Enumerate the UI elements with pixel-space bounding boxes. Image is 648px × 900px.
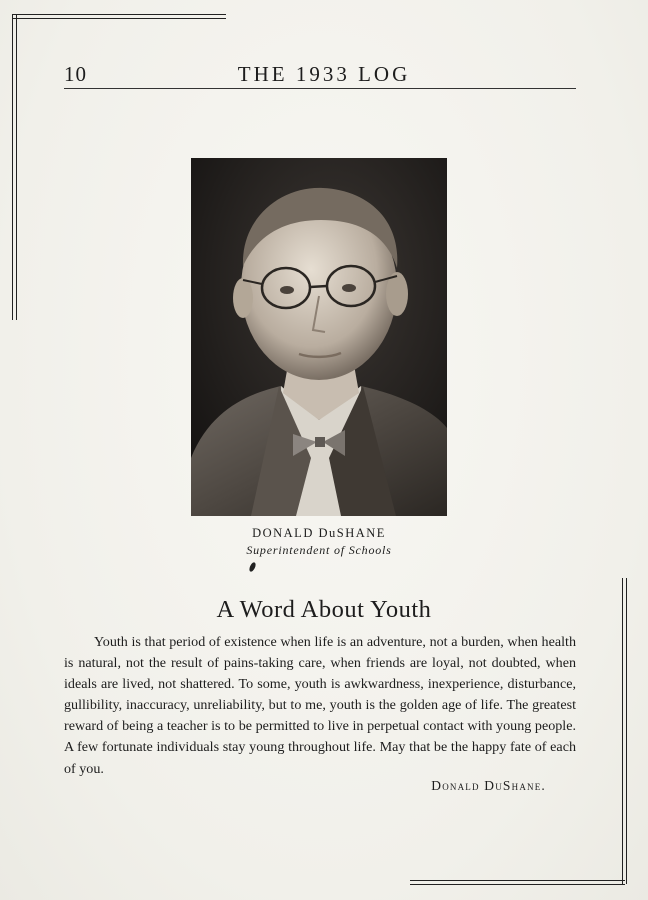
header-rule [64, 88, 576, 89]
portrait-caption-name: DONALD DuSHANE [252, 526, 386, 540]
page-number: 10 [64, 62, 87, 86]
article-heading: A Word About Youth [216, 596, 432, 623]
article-signature: Donald DuShane. [431, 778, 546, 793]
portrait-caption-title: Superintendent of Schools [246, 543, 392, 557]
corner-frame-right [622, 578, 627, 884]
portrait-photo [191, 158, 447, 516]
article-body: Youth is that period of existence when life is an adventure, not a burden, when health is natural, not the result of pains-taking care, when friends are loyal, not doubted, when ideals are lived, not shattered. To some, youth is awkwardness, inexperience, disturbance, gullibility, inaccuracy, unreliability, but to me, youth is the golden age of life. The greatest reward of being a teacher is to be permitted to live in perpetual contact with young people. A few fortunate individuals stay young throughout life. May that be the happy fate of each of you. [64, 634, 576, 777]
running-head: THE 1933 LOG [237, 62, 411, 86]
corner-frame-bottom [410, 880, 625, 885]
corner-frame-top [12, 14, 226, 19]
ink-blot [248, 561, 257, 572]
corner-frame-left [12, 14, 17, 320]
